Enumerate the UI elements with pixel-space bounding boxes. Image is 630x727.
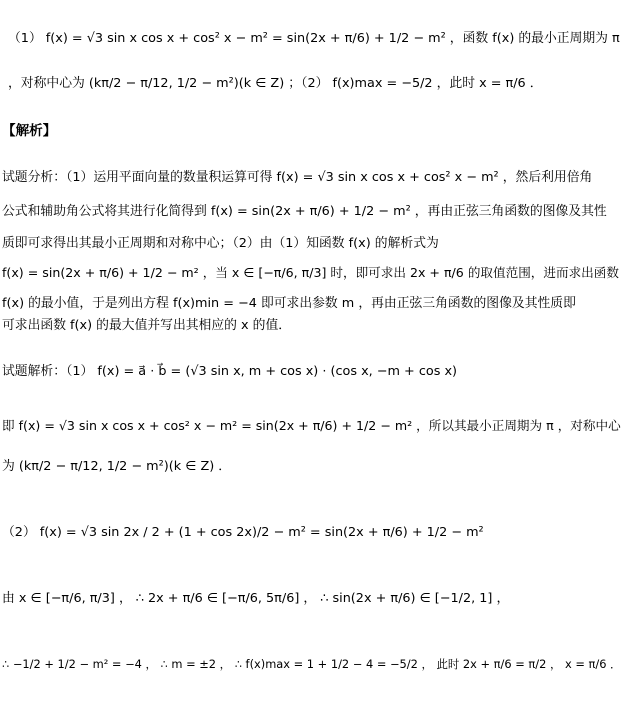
analysis-line-3: 质即可求得出其最小正周期和对称中心；（2）由（1）知函数 f(x) 的解析式为	[2, 236, 439, 251]
solution-line-2: 即 f(x) = √3 sin x cos x + cos² x − m² = sin(2x + π/6) + 1/2 − m² ，所以其最小正周期为 π ，对称中心	[2, 418, 621, 433]
analysis-line-6: 可求出函数 f(x) 的最大值并写出其相应的 x 的值．	[2, 318, 292, 333]
solution-line-4: （2） f(x) = √3 sin 2x / 2 + (1 + cos 2x)/2 − m² = sin(2x + π/6) + 1/2 − m²	[2, 525, 484, 540]
analysis-line-5: f(x) 的最小值，于是列出方程 f(x)min = −4 即可求出参数 m ，再由正弦三角函数的图像及其性质即	[2, 296, 576, 311]
analysis-line-1: 试题分析：（1）运用平面向量的数量积运算可得 f(x) = √3 sin x cos x + cos² x − m² ，然后利用倍角	[2, 170, 593, 185]
answer-line-2: ，对称中心为 (kπ/2 − π/12, 1/2 − m²)(k ∈ Z) ；（2） f(x)max = −5/2 ，此时 x = π/6 ．	[8, 76, 543, 91]
solution-line-3: 为 (kπ/2 − π/12, 1/2 − m²)(k ∈ Z) ．	[2, 459, 232, 474]
solution-line-6: ∴ −1/2 + 1/2 − m² = −4 ， ∴ m = ±2 ， ∴ f(x)max = 1 + 1/2 − 4 = −5/2 ， 此时 2x + π/6 = π/2 ， x = π/6 ．	[2, 657, 622, 671]
analysis-line-2: 公式和辅助角公式将其进行化简得到 f(x) = sin(2x + π/6) + 1/2 − m² ，再由正弦三角函数的图像及其性	[2, 204, 607, 219]
solution-line-5: 由 x ∈ [−π/6, π/3] ， ∴ 2x + π/6 ∈ [−π/6, 5π/6] ， ∴ sin(2x + π/6) ∈ [−1/2, 1] ，	[2, 591, 510, 606]
solution-line-1: 试题解析：（1） f(x) = a⃗ · b⃗ = (√3 sin x, m + cos x) · (cos x, −m + cos x)	[2, 364, 458, 379]
analysis-heading: 【解析】	[2, 123, 57, 139]
answer-line-1: （1） f(x) = √3 sin x cos x + cos² x − m² = sin(2x + π/6) + 1/2 − m² ，函数 f(x) 的最小正周期为 π	[8, 31, 620, 46]
analysis-line-4: f(x) = sin(2x + π/6) + 1/2 − m² ，当 x ∈ [−π/6, π/3] 时，即可求出 2x + π/6 的取值范围，进而求出函数	[2, 265, 619, 280]
